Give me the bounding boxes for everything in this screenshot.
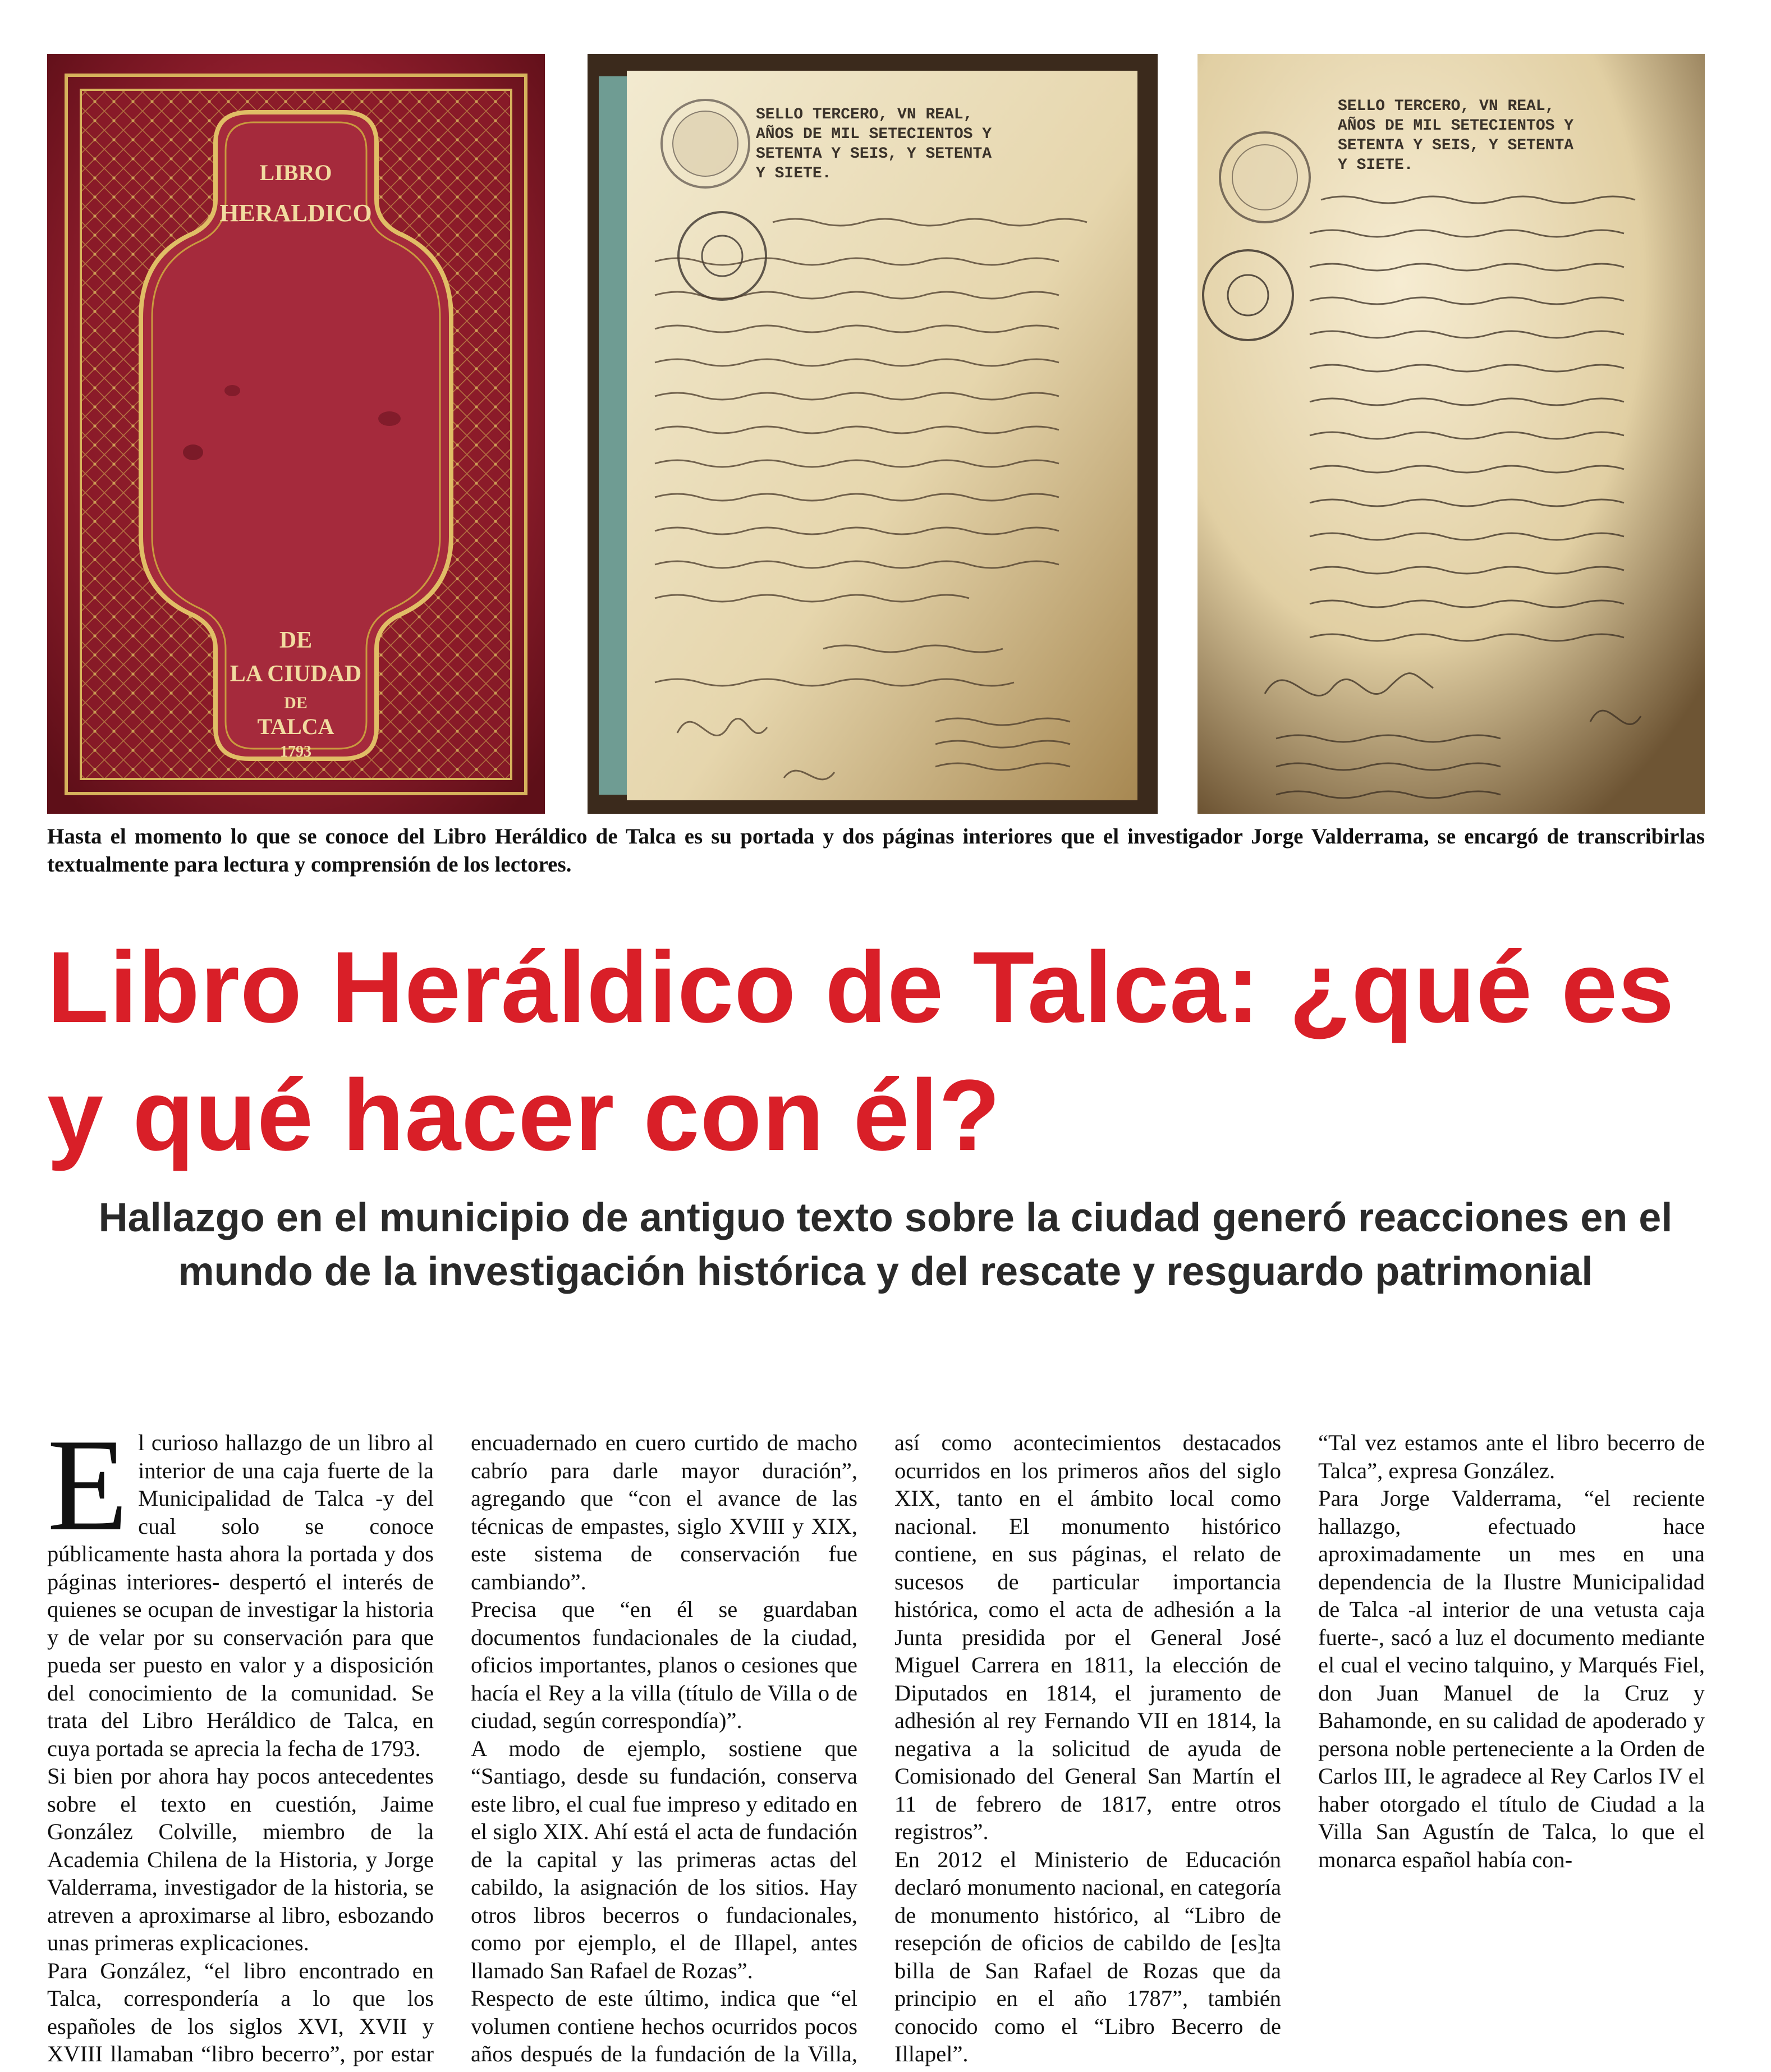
book-cover-illustration — [47, 54, 545, 814]
manuscript-photo-1 — [588, 54, 1158, 814]
photo-caption: Hasta el momento lo que se conoce del Libro Heráldico de Talca es su portada y dos páginas interiores que el investigador Jorge Valderrama, se encargó de transcribirlas textualmente para lectura y comprensión de los lectores. — [47, 824, 1705, 877]
cover-line-5: DE — [284, 694, 308, 712]
cover-line-2: HERALDICO — [219, 199, 372, 227]
photo-strip — [47, 54, 1705, 814]
paragraph-3: Para González, “el libro encontrado en Talca, correspondería a lo que los españoles de los siglos XVI, XVII y XVIII llamaban “libro becerro”, por estar encuadernado en cuero curtido de macho cabrío para darle mayor duración”, agregando que “con el avance de las técnicas de empastes, siglo XVIII y XIX, este sistema de conservación fue cambiando”. — [47, 1430, 857, 2066]
book-cover-photo — [47, 54, 545, 814]
paragraph-6: Respecto de este último, indica que “el volumen contiene hechos ocurridos pocos años después de la fundación de la Villa, así como acontecimientos destacados ocurridos en los primeros años del siglo XIX, tanto en el ámbito local como nacional. El monumento histórico contiene, en sus páginas, el relato de sucesos de particular importancia histórica, como el acta de adhesión a la Junta presidida por el General José Miguel Carrera en 1811, la elección de Diputados en 1814, el juramento de adhesión al rey Fernando VII en 1814, la negativa a la solicitud de ayuda de Comisionado del General San Martín el 11 de febrero de 1817, entre otros registros”. — [471, 1430, 1281, 2066]
paragraph-5: A modo de ejemplo, sostiene que “Santiago, desde su fundación, conserva este libro, el cual fue impreso y editado en el siglo XIX. Ahí está el acta de fundación de la capital y las primeras actas del cabildo, la asignación de los sitios. Hay otros libros becerros o fundacionales, como por ejemplo, el de Illapel, antes llamado San Rafael de Rozas”. — [471, 1735, 857, 1983]
manuscript-photo-2 — [1198, 54, 1705, 814]
paragraph-2: Si bien por ahora hay pocos antecedentes sobre el texto en cuestión, Jaime González Colville, miembro de la Academia Chilena de la Historia, y Jorge Valderrama, investigador de la historia, se atreven a aproximarse al libro, esbozando unas primeras explicaciones. — [47, 1763, 434, 1955]
stamp2-line-2: AÑOS DE MIL SETECIENTOS Y — [1338, 117, 1574, 135]
paragraph-8: “Tal vez estamos ante el libro becerro de Talca”, expresa González. — [1318, 1430, 1705, 1483]
article-body — [47, 1412, 1705, 2069]
cover-line-1: LIBRO — [259, 160, 332, 185]
cover-line-3: DE — [279, 627, 313, 653]
stamp-line-1: SELLO TERCERO, VN REAL, — [756, 106, 973, 123]
stamp-line-4: Y SIETE. — [756, 165, 832, 182]
paragraph-9: Para Jorge Valderrama, “el reciente hallazgo, efectuado hace aproximadamente un mes en una dependencia de la Ilustre Municipalidad de Talca -al interior de una vetusta caja fuerte-, sacó a luz el documento mediante el cual el vecino talquino, y Marqués Fiel, don Juan Manuel de la Cruz y Bahamonde, en su calidad de apoderado y persona noble perteneciente a la Orden de Carlos III, le agradece al Rey Carlos IV el haber otorgado el título de Ciudad a la Villa San Agustín de Talca, lo que el monarca español había con- — [1318, 1486, 1705, 1872]
stamp2-line-3: SETENTA Y SEIS, Y SETENTA — [1338, 137, 1574, 154]
cover-line-4: LA CIUDAD — [230, 661, 362, 687]
paragraph-1 — [47, 1412, 434, 1762]
paragraph-4: Precisa que “en él se guardaban documentos fundacionales de la ciudad, oficios importantes, planos o cesiones que hacía el Rey a la villa (título de Villa o de ciudad, según correspondía)”. — [471, 1597, 857, 1733]
manuscript-illustration-1 — [588, 54, 1158, 814]
article-subtitle: Hallazgo en el municipio de antiguo texto sobre la ciudad generó reacciones en el mundo de la investigación histórica y del rescate y resguardo patrimonial — [98, 1195, 1673, 1294]
stamp2-line-4: Y SIETE. — [1338, 157, 1414, 174]
cover-line-6: TALCA — [257, 714, 334, 739]
stamp-line-3: SETENTA Y SEIS, Y SETENTA — [756, 145, 992, 163]
drop-cap: E — [47, 1412, 129, 1558]
manuscript-illustration-2 — [1198, 54, 1705, 814]
stamp-line-2: AÑOS DE MIL SETECIENTOS Y — [756, 126, 992, 143]
stamp2-line-1: SELLO TERCERO, VN REAL, — [1338, 98, 1555, 115]
paragraph-1-text: l curioso hallazgo de un libro al interior de una caja fuerte de la Municipalidad de Talca -y del cual solo se conoce públicamente hasta ahora la portada y dos páginas interiores- despertó el interés de quienes se ocupan de investigar la historia y de velar por su conservación para que pueda ser puesto en valor y a disposición del conocimiento de la comunidad. Se trata del Libro Heráldico de Talca, en cuya portada se aprecia la fecha de 1793. — [47, 1430, 434, 1761]
cover-line-7: 1793 — [280, 743, 311, 760]
paragraph-7: En 2012 el Ministerio de Educación declaró monumento nacional, en categoría de monumento histórico, al “Libro de resepción de oficios de cabildo de [es]ta billa de San Rafael de Rozas que da principio en el año 1787”, también conocido como el “Libro Becerro de Illapel”. — [894, 1846, 1281, 2066]
article-headline: Libro Heráldico de Talca: ¿qué es y qué hacer con él? — [47, 931, 1675, 1172]
